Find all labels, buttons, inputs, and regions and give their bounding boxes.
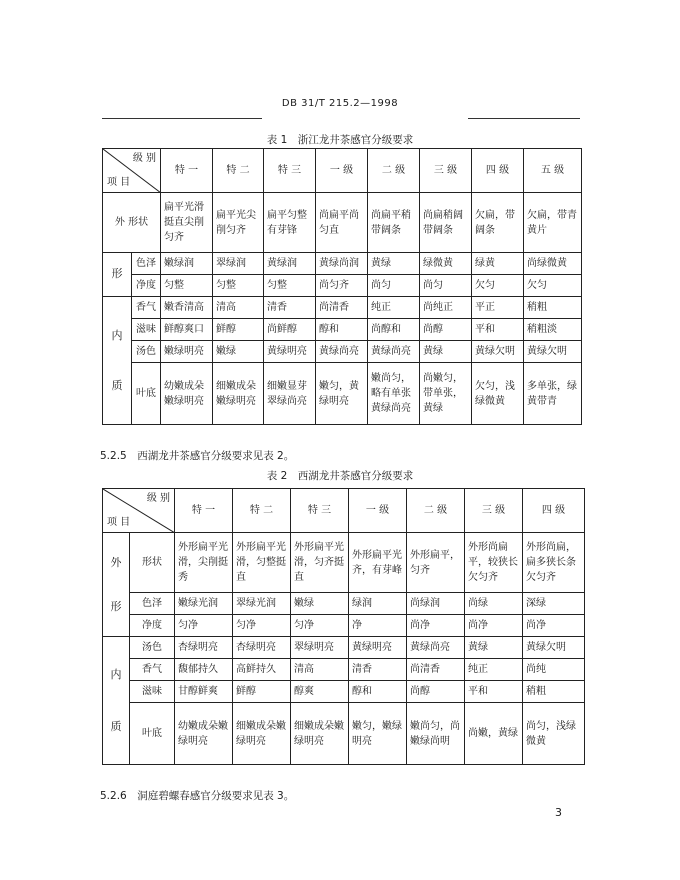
table2-cell: 外形扁平光滑，尖削挺秀 — [175, 533, 233, 593]
table1-grade-header: 二 级 — [368, 149, 420, 193]
table1-row-label-aroma: 香气 — [132, 297, 161, 319]
table1-row-label-liquor: 汤色 — [132, 341, 161, 363]
table2-cell: 尚匀，浅绿微黄 — [523, 703, 585, 765]
table2-grade-header: 特 一 — [175, 489, 233, 533]
table1-cell: 纯正 — [368, 297, 420, 319]
table2-cell: 嫩尚匀，尚嫩绿尚明 — [407, 703, 465, 765]
table1-corner-grade-label: 级 别 — [132, 153, 156, 164]
table2-cell: 醇和 — [349, 681, 407, 703]
table1-group-inner: 内 — [111, 328, 123, 342]
table2-row-label-shape: 形状 — [130, 533, 175, 593]
page-number: 3 — [555, 806, 562, 819]
table1-cell: 嫩尚匀，略有单张黄绿尚亮 — [368, 363, 420, 425]
header-rule-right — [468, 118, 580, 119]
table1-cell: 平和 — [472, 319, 524, 341]
table2-cell: 尚嫩，黄绿 — [465, 703, 523, 765]
table2-cell: 净 — [349, 615, 407, 637]
header-rule-left — [102, 118, 262, 119]
table2-row-label-clarity: 净度 — [130, 615, 175, 637]
table1-cell: 嫩绿润 — [161, 253, 213, 275]
table1-cell: 匀整 — [161, 275, 213, 297]
table2-cell: 嫩绿 — [291, 593, 349, 615]
table2-cell: 匀净 — [233, 615, 291, 637]
table1-corner-item-label: 项 目 — [107, 177, 131, 188]
table1-cell: 绿黄 — [472, 253, 524, 275]
table1-cell: 匀整 — [264, 275, 316, 297]
table2-grade-header: 特 二 — [233, 489, 291, 533]
table1-cell: 尚鲜醇 — [264, 319, 316, 341]
table2-cell: 稍粗 — [523, 681, 585, 703]
table2-cell: 嫩匀，嫩绿明亮 — [349, 703, 407, 765]
table1-cell: 尚扁平尚匀直 — [316, 193, 368, 253]
table1-row-label-taste: 滋味 — [132, 319, 161, 341]
table1-cell: 尚清香 — [316, 297, 368, 319]
table2-corner-header — [103, 489, 175, 533]
table1-grade-header: 五 级 — [524, 149, 582, 193]
table1-cell: 平正 — [472, 297, 524, 319]
table1-row-label-shape: 外 形状 — [103, 193, 161, 253]
table2-group-quality: 质 — [110, 719, 122, 733]
table2-cell: 尚清香 — [407, 659, 465, 681]
table1-grade-header: 一 级 — [316, 149, 368, 193]
table1-group-inner-quality — [103, 297, 132, 425]
section-5-2-6-paragraph: 5.2.6 洞庭碧螺春感官分级要求见表 3。 — [100, 790, 295, 802]
table1-cell: 黄绿欠明 — [472, 341, 524, 363]
table1-cell: 稍粗淡 — [524, 319, 582, 341]
table2-caption: 表 2 西湖龙井茶感官分级要求 — [266, 470, 414, 482]
table2-cell: 鲜醇 — [233, 681, 291, 703]
table1-cell: 黄绿 — [368, 253, 420, 275]
table1-cell: 黄绿尚亮 — [368, 341, 420, 363]
table2-row-label-color: 色泽 — [130, 593, 175, 615]
table2 — [102, 488, 585, 765]
table2-cell: 翠绿光润 — [233, 593, 291, 615]
table1-cell: 匀整 — [213, 275, 264, 297]
table2-cell: 尚纯 — [523, 659, 585, 681]
table2-cell: 细嫩成朵嫩绿明亮 — [233, 703, 291, 765]
table1-grade-header: 四 级 — [472, 149, 524, 193]
table1-row-label-color: 色泽 — [132, 253, 161, 275]
table1-cell: 鲜醇 — [213, 319, 264, 341]
table2-cell: 尚净 — [465, 615, 523, 637]
table1-cell: 欠扁，带阔条 — [472, 193, 524, 253]
table1-cell: 清香 — [264, 297, 316, 319]
table1-cell: 嫩匀，黄绿明亮 — [316, 363, 368, 425]
standard-code-header: DB 31/T 215.2—1998 — [281, 98, 399, 109]
table1-cell: 清高 — [213, 297, 264, 319]
table1-cell: 翠绿润 — [213, 253, 264, 275]
table1-cell: 扁平匀整有芽锋 — [264, 193, 316, 253]
table2-cell: 外形尚扁，扁多狭长条欠匀齐 — [523, 533, 585, 593]
table1-cell: 尚匀 — [368, 275, 420, 297]
table2-group-form: 形 — [110, 599, 122, 613]
table1-group-quality: 质 — [111, 378, 123, 392]
table2-cell: 绿润 — [349, 593, 407, 615]
table1-cell: 尚纯正 — [420, 297, 472, 319]
table2-cell: 黄绿明亮 — [349, 637, 407, 659]
table2-cell: 杏绿明亮 — [175, 637, 233, 659]
table1-grade-header: 特 三 — [264, 149, 316, 193]
table2-cell: 嫩绿光润 — [175, 593, 233, 615]
table1-caption: 表 1 浙江龙井茶感官分级要求 — [266, 134, 414, 146]
table2-corner-grade-label: 级 别 — [146, 493, 170, 504]
table2-cell: 外形尚扁平，较狭长欠匀齐 — [465, 533, 523, 593]
table1-cell: 细嫩成朵嫩绿明亮 — [213, 363, 264, 425]
table1-cell: 扁平光滑挺直尖削匀齐 — [161, 193, 213, 253]
table2-cell: 翠绿明亮 — [291, 637, 349, 659]
table2-cell: 外形扁平光滑，匀整挺直 — [233, 533, 291, 593]
table1-cell: 黄绿明亮 — [264, 341, 316, 363]
table2-cell: 醇爽 — [291, 681, 349, 703]
table2-group-inner-quality — [103, 637, 130, 765]
table1-cell: 绿微黄 — [420, 253, 472, 275]
table2-cell: 外形扁平光齐，有芽峰 — [349, 533, 407, 593]
table2-cell: 清香 — [349, 659, 407, 681]
table2-cell: 黄绿尚亮 — [407, 637, 465, 659]
table2-cell: 细嫩成朵嫩绿明亮 — [291, 703, 349, 765]
table2-cell: 外形扁平光滑，匀齐挺直 — [291, 533, 349, 593]
table2-cell: 馥郁持久 — [175, 659, 233, 681]
table2-cell: 清高 — [291, 659, 349, 681]
table1-cell: 多单张，绿黄带青 — [524, 363, 582, 425]
table1-cell: 欠匀 — [472, 275, 524, 297]
table2-cell: 高鲜持久 — [233, 659, 291, 681]
table2-cell: 匀净 — [291, 615, 349, 637]
table1-cell: 尚嫩匀，带单张，黄绿 — [420, 363, 472, 425]
table2-cell: 尚醇 — [407, 681, 465, 703]
table2-grade-header: 四 级 — [523, 489, 585, 533]
table1-row-label-leaf: 叶底 — [132, 363, 161, 425]
table1-cell: 尚匀 — [420, 275, 472, 297]
table1-grade-header: 特 二 — [213, 149, 264, 193]
table1-cell: 尚扁平稍带阔条 — [368, 193, 420, 253]
table2-cell: 甘醇鲜爽 — [175, 681, 233, 703]
table2-grade-header: 一 级 — [349, 489, 407, 533]
table1 — [102, 148, 582, 425]
table2-cell: 杏绿明亮 — [233, 637, 291, 659]
table1-cell: 黄绿 — [420, 341, 472, 363]
table1-cell: 嫩绿明亮 — [161, 341, 213, 363]
table2-cell: 黄绿 — [465, 637, 523, 659]
table1-corner-header — [103, 149, 161, 193]
table1-cell: 扁平光尖削匀齐 — [213, 193, 264, 253]
table1-cell: 嫩绿 — [213, 341, 264, 363]
table2-group-outer-form — [103, 533, 130, 637]
table1-cell: 尚醇 — [420, 319, 472, 341]
table2-cell: 幼嫩成朵嫩绿明亮 — [175, 703, 233, 765]
table1-grade-header: 特 一 — [161, 149, 213, 193]
table2-corner-item-label: 项 目 — [107, 517, 131, 528]
table1-cell: 欠匀 — [524, 275, 582, 297]
table1-cell: 幼嫩成朵嫩绿明亮 — [161, 363, 213, 425]
table2-cell: 纯正 — [465, 659, 523, 681]
table1-cell: 尚醇和 — [368, 319, 420, 341]
table2-cell: 匀净 — [175, 615, 233, 637]
table2-cell: 深绿 — [523, 593, 585, 615]
table1-cell: 醇和 — [316, 319, 368, 341]
table1-cell: 尚扁稍阔带阔条 — [420, 193, 472, 253]
table2-group-inner: 内 — [110, 667, 122, 681]
table1-cell: 尚匀齐 — [316, 275, 368, 297]
table1-row-label-clarity: 净度 — [132, 275, 161, 297]
table2-row-label-aroma: 香气 — [130, 659, 175, 681]
table1-cell: 尚绿微黄 — [524, 253, 582, 275]
table1-group-form: 形 — [103, 253, 132, 297]
table1-cell: 黄绿欠明 — [524, 341, 582, 363]
table1-grade-header: 三 级 — [420, 149, 472, 193]
table2-row-label-leaf: 叶底 — [130, 703, 175, 765]
table2-group-outer: 外 — [110, 555, 122, 569]
table2-cell: 尚净 — [407, 615, 465, 637]
table1-cell: 欠扁，带青黄片 — [524, 193, 582, 253]
table2-cell: 尚净 — [523, 615, 585, 637]
table1-cell: 欠匀，浅绿微黄 — [472, 363, 524, 425]
table2-grade-header: 二 级 — [407, 489, 465, 533]
table2-row-label-liquor: 汤色 — [130, 637, 175, 659]
table1-cell: 细嫩显芽翠绿尚亮 — [264, 363, 316, 425]
table1-cell: 稍粗 — [524, 297, 582, 319]
table1-cell: 鲜醇爽口 — [161, 319, 213, 341]
section-5-2-5-paragraph: 5.2.5 西湖龙井茶感官分级要求见表 2。 — [100, 450, 295, 462]
table1-cell: 嫩香清高 — [161, 297, 213, 319]
table1-cell: 黄绿尚亮 — [316, 341, 368, 363]
table2-cell: 黄绿欠明 — [523, 637, 585, 659]
table1-cell: 黄绿尚润 — [316, 253, 368, 275]
table2-cell: 尚绿 — [465, 593, 523, 615]
table2-cell: 平和 — [465, 681, 523, 703]
table2-row-label-taste: 滋味 — [130, 681, 175, 703]
table2-cell: 尚绿润 — [407, 593, 465, 615]
table2-grade-header: 特 三 — [291, 489, 349, 533]
table2-grade-header: 三 级 — [465, 489, 523, 533]
table2-cell: 外形扁平，匀齐 — [407, 533, 465, 593]
table1-cell: 黄绿润 — [264, 253, 316, 275]
